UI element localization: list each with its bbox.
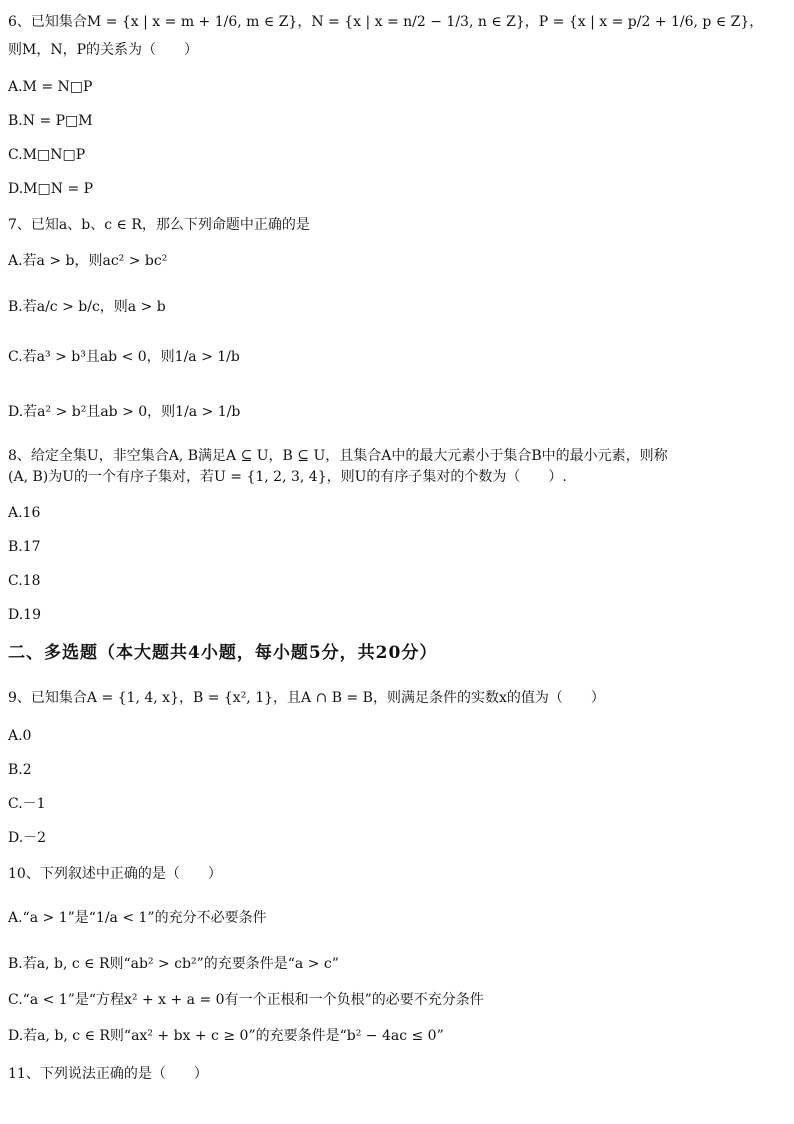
section-title: 二、多选题（本大题共4小题，每小题5分，共20分） bbox=[8, 643, 438, 663]
q10-option-b: B.若a, b, c ∈ R则“ab² > cb²”的充要条件是“a > c” bbox=[8, 956, 339, 972]
q7-option-b: B.若a/c > b/c，则a > b bbox=[8, 299, 166, 315]
q9-stem: 9、已知集合A = {1, 4, x}，B = {x², 1}，且A ∩ B = B，则满足条件的实数x的值为（ ） bbox=[8, 690, 605, 706]
q6-option-d: D.M□N = P bbox=[8, 181, 94, 197]
q8-option-d: D.19 bbox=[8, 607, 41, 623]
q6-option-a: A.M = N□P bbox=[8, 79, 93, 95]
q10-option-d: D.若a, b, c ∈ R则“ax² + bx + c ≥ 0”的充要条件是“b² − 4ac ≤ 0” bbox=[8, 1028, 444, 1044]
q9-option-d: D.－2 bbox=[8, 830, 47, 846]
q9-option-c: C.－1 bbox=[8, 796, 46, 812]
q8-stem-line2: (A, B)为U的一个有序子集对，若U = {1, 2, 3, 4}，则U的有序子集对的个数为（ ）. bbox=[8, 469, 567, 485]
q6-stem-line1: 6、已知集合M = {x | x = m + 1/6, m ∈ Z}，N = {x | x = n/2 − 1/3, n ∈ Z}，P = {x | x = p/2 + 1/6, p ∈ Z}， bbox=[8, 14, 764, 30]
q7-stem: 7、已知a、b、c ∈ R，那么下列命题中正确的是 bbox=[8, 217, 310, 233]
q6-option-b: B.N = P□M bbox=[8, 113, 93, 129]
q7-option-d: D.若a² > b²且ab > 0，则1/a > 1/b bbox=[8, 404, 241, 420]
q6-option-c: C.M□N□P bbox=[8, 147, 86, 163]
q6-stem-line2: 则M，N，P的关系为（ ） bbox=[8, 42, 199, 58]
q8-option-b: B.17 bbox=[8, 539, 41, 555]
q7-option-c: C.若a³ > b³且ab < 0，则1/a > 1/b bbox=[8, 349, 240, 365]
q10-option-a: A.“a > 1”是“1/a < 1”的充分不必要条件 bbox=[8, 910, 267, 926]
q8-option-c: C.18 bbox=[8, 573, 41, 589]
q8-option-a: A.16 bbox=[8, 505, 41, 521]
q9-option-a: A.0 bbox=[8, 728, 32, 744]
q11-stem: 11、下列说法正确的是（ ） bbox=[8, 1066, 208, 1082]
q8-stem-line1: 8、给定全集U，非空集合A, B满足A ⊆ U，B ⊆ U，且集合A中的最大元素小于集合B中的最小元素，则称 bbox=[8, 448, 668, 464]
q9-option-b: B.2 bbox=[8, 762, 32, 778]
q7-option-a: A.若a > b，则ac² > bc² bbox=[8, 253, 168, 269]
q10-stem: 10、下列叙述中正确的是（ ） bbox=[8, 866, 222, 882]
q10-option-c: C.“a < 1”是“方程x² + x + a = 0有一个正根和一个负根”的必要不充分条件 bbox=[8, 992, 484, 1008]
